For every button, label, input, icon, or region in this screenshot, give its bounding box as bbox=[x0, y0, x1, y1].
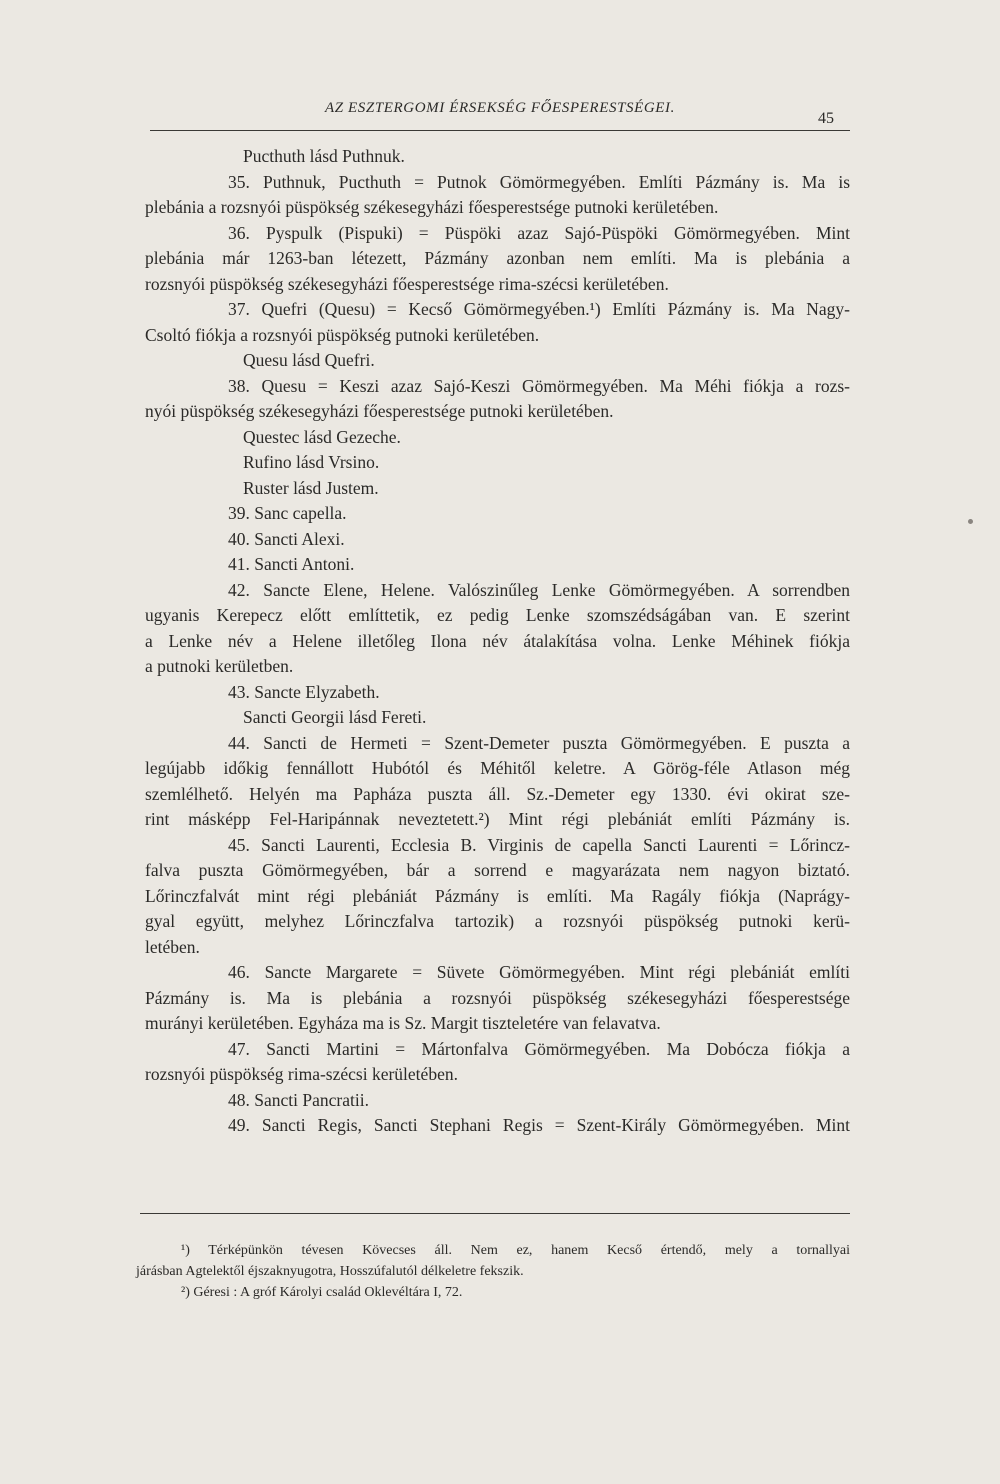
footnote-1: ¹) Térképünkön tévesen Kövecses áll. Nem ez, hanem Kecső értendő, mely a tornallyai bbox=[181, 1243, 850, 1258]
text-line: Csoltó fiókja a rozsnyói püspökség putnoki kerületében. bbox=[145, 324, 540, 345]
text-line: rozsnyói püspökség rima-szécsi kerületében. bbox=[145, 1064, 458, 1084]
text-line: Quesu lásd Quefri. bbox=[243, 350, 375, 370]
text-line: murányi kerületében. Egyháza ma is Sz. Margit tiszteletére van felavatva. bbox=[145, 1013, 661, 1033]
text-line: 42. Sancte Elene, Helene. Valószinűleg Lenke Gömörmegyében. A sorrendben bbox=[228, 579, 850, 600]
text-line: rint másképp Fel-Haripánnak neveztetett.²) Mint régi plebániát említi Pázmány is. bbox=[145, 809, 850, 829]
footnote-1-continued: járásban Agtelektől éjszaknyugotra, Hosszúfalutól délkeletre fekszik. bbox=[136, 1264, 524, 1279]
text-line: 46. Sancte Margarete = Süvete Gömörmegyében. Mint régi plebániát említi bbox=[228, 962, 850, 982]
header-rule bbox=[150, 130, 850, 131]
text-line: Questec lásd Gezeche. bbox=[243, 426, 401, 447]
text-line: 48. Sancti Pancratii. bbox=[228, 1089, 369, 1110]
text-line: falva puszta Gömörmegyében, bár a sorrend e magyarázata nem nagyon biztató. bbox=[145, 860, 850, 880]
text-line: rozsnyói püspökség székesegyházi főesperestsége rima-szécsi kerületében. bbox=[145, 273, 669, 294]
text-line: 44. Sancti de Hermeti = Szent-Demeter puszta Gömörmegyében. E puszta a bbox=[228, 732, 850, 753]
text-line: Sancti Georgii lásd Fereti. bbox=[243, 707, 427, 727]
text-line: a Lenke név a Helene illetőleg Ilona név átalakítása volna. Lenke Méhinek fiókja bbox=[145, 630, 850, 651]
text-line: 38. Quesu = Keszi azaz Sajó-Keszi Gömörmegyében. Ma Méhi fiókja a rozs- bbox=[228, 375, 850, 396]
footnote-rule bbox=[140, 1213, 850, 1214]
text-line: 35. Puthnuk, Pucthuth = Putnok Gömörmegyében. Említi Pázmány is. Ma is bbox=[228, 171, 850, 192]
text-line: Lőrinczfalvát mint régi plebániát Pázmány is említi. Ma Ragály fiókja (Naprágy- bbox=[145, 885, 850, 906]
page-number: 45 bbox=[818, 110, 834, 127]
running-title: AZ ESZTERGOMI ÉRSEKSÉG FŐESPERESTSÉGEI. bbox=[324, 100, 676, 116]
text-line: 49. Sancti Regis, Sancti Stephani Regis = Szent-Király Gömörmegyében. Mint bbox=[228, 1115, 850, 1135]
paper-speck bbox=[968, 519, 973, 524]
text-line: Ruster lásd Justem. bbox=[243, 477, 379, 498]
text-line: plebánia már 1263-ban létezett, Pázmány azonban nem említi. Ma is plebánia a bbox=[145, 248, 850, 268]
text-line: 43. Sancte Elyzabeth. bbox=[228, 681, 380, 702]
body-text bbox=[145, 144, 850, 1139]
text-line: gyal együtt, melyhez Lőrinczfalva tartozik) a rozsnyói püspökség putnoki kerü- bbox=[145, 911, 850, 931]
text-line: 39. Sanc capella. bbox=[228, 503, 347, 523]
text-line: ugyanis Kerepecz előtt említtetik, ez pedig Lenke szomszédságában van. E szerint bbox=[145, 605, 850, 625]
text-line: 37. Quefri (Quesu) = Kecső Gömörmegyében.¹) Említi Pázmány is. Ma Nagy- bbox=[228, 299, 850, 319]
footnotes bbox=[136, 1240, 850, 1303]
text-line: 45. Sancti Laurenti, Ecclesia B. Virginis de capella Sancti Laurenti = Lőrincz- bbox=[228, 834, 850, 855]
text-line: 47. Sancti Martini = Mártonfalva Gömörmegyében. Ma Dobócza fiókja a bbox=[228, 1038, 850, 1059]
text-line: szemlélhető. Helyén ma Papháza puszta áll. Sz.-Demeter egy 1330. évi okirat sze- bbox=[145, 783, 850, 804]
text-line: Rufino lásd Vrsino. bbox=[243, 452, 380, 472]
text-line: legújabb időkig fennállott Hubótól és Méhitől keletre. A Görög-féle Atlason még bbox=[145, 758, 850, 778]
footnote-2: ²) Géresi : A gróf Károlyi család Oklevéltára I, 72. bbox=[181, 1285, 463, 1300]
text-line: Pázmány is. Ma is plebánia a rozsnyói püspökség székesegyházi főesperestsége bbox=[145, 987, 850, 1008]
text-line: letében. bbox=[145, 936, 200, 957]
text-line: plebánia a rozsnyói püspökség székesegyházi főesperestsége putnoki kerületében. bbox=[145, 197, 719, 217]
text-line: Pucthuth lásd Puthnuk. bbox=[243, 146, 405, 166]
text-line: 36. Pyspulk (Pispuki) = Püspöki azaz Sajó-Püspöki Gömörmegyében. Mint bbox=[228, 222, 850, 243]
text-line: nyói püspökség székesegyházi főesperestsége putnoki kerületében. bbox=[145, 401, 614, 421]
text-line: a putnoki kerületben. bbox=[145, 656, 294, 676]
text-line: 41. Sancti Antoni. bbox=[228, 554, 355, 574]
text-line: 40. Sancti Alexi. bbox=[228, 528, 345, 549]
